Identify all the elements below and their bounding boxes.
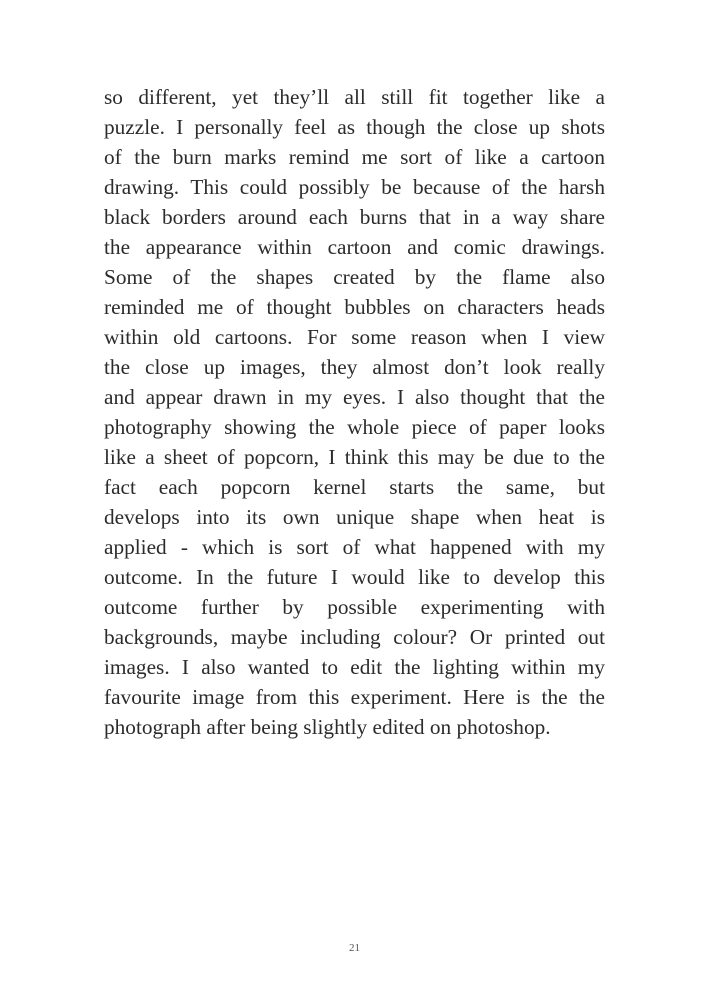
text-line: of the burn marks remind me sort of like a cartoon [104,145,605,169]
text-line: puzzle. I personally feel as though the close up shots [104,115,605,139]
text-line: drawing. This could possibly be because of the harsh [104,175,605,199]
text-line: Some of the shapes created by the flame also [104,265,605,289]
text-line-last: photograph after being slightly edited on photoshop. [104,715,551,739]
page-number: 21 [349,942,360,954]
text-line: backgrounds, maybe including colour? Or printed out [104,625,605,649]
text-line: reminded me of thought bubbles on characters heads [104,295,605,319]
text-line: within old cartoons. For some reason when I view [104,325,605,349]
text-line: outcome. In the future I would like to develop this [104,565,605,589]
text-line: photography showing the whole piece of paper looks [104,415,605,439]
text-line: favourite image from this experiment. Here is the the [104,685,605,709]
text-line: and appear drawn in my eyes. I also thought that the [104,385,605,409]
text-line: fact each popcorn kernel starts the same, but [104,475,605,499]
text-line: the close up images, they almost don’t look really [104,355,605,379]
text-line: applied - which is sort of what happened with my [104,535,605,559]
text-line: like a sheet of popcorn, I think this may be due to the [104,445,605,469]
text-line: black borders around each burns that in a way share [104,205,605,229]
text-line: develops into its own unique shape when heat is [104,505,605,529]
text-line: images. I also wanted to edit the lighting within my [104,655,605,679]
text-line: the appearance within cartoon and comic drawings. [104,235,605,259]
text-line: so different, yet they’ll all still fit together like a [104,85,605,109]
body-paragraph [104,82,605,742]
text-line: outcome further by possible experimenting with [104,595,605,619]
